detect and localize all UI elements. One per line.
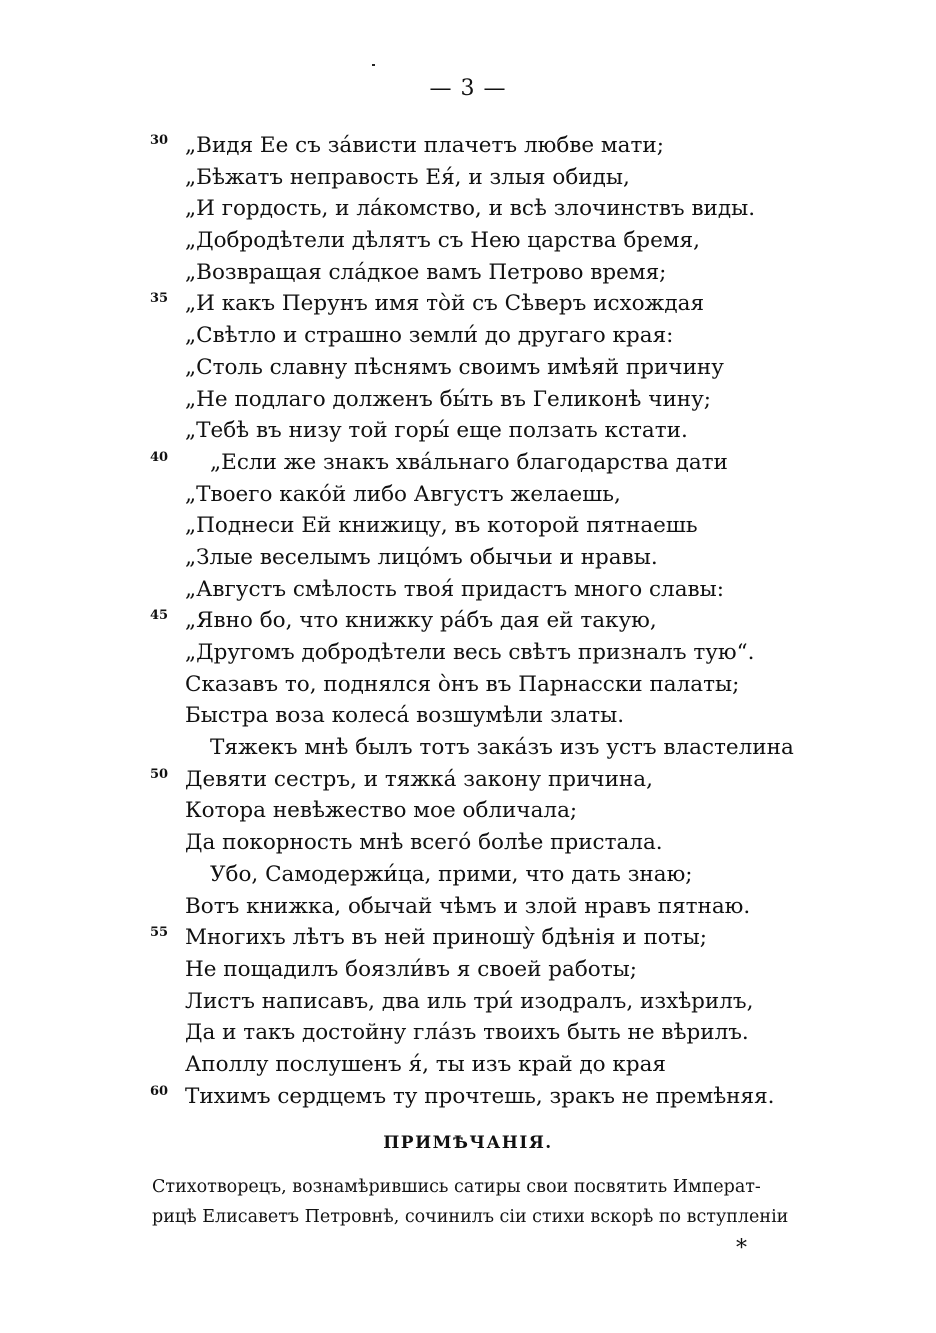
verse-text: Да покорность мнѣ всегó болѣе пристала. <box>185 830 663 856</box>
verse-line <box>150 574 840 606</box>
verse-line <box>150 859 840 891</box>
verse-text: „Добродѣтели дѣлятъ съ Нею царства бремя, <box>185 228 700 254</box>
verse-line <box>150 637 840 669</box>
verse-text: „Тебѣ въ низу той горы́ еще ползать кстати. <box>185 418 688 444</box>
verse-text: „И гордость, и лáкомство, и всѣ злочинствъ виды. <box>185 196 756 222</box>
verse-text: „Другомъ добродѣтели весь свѣтъ призналъ тую“. <box>185 640 755 665</box>
verse-line <box>150 288 840 320</box>
verse-block <box>150 130 840 1112</box>
verse-text: „Свѣтло и страшно земли́ до другаго края: <box>185 323 674 349</box>
page-number: — 3 — <box>429 76 507 101</box>
verse-text: „Если же знакъ хвáльнаго благодарства дати <box>210 449 728 475</box>
verse-line <box>150 1049 840 1081</box>
ink-speck <box>372 64 375 66</box>
notes-line-1: Стихотворецъ, вознамѣрившись сатиры свои посвятить Императ- <box>152 1177 761 1197</box>
line-number: 55 <box>150 925 169 941</box>
notes-title: ПРИМѢЧАНІЯ. <box>383 1133 553 1153</box>
verse-text: „Столь славну пѣснямъ своимъ имѣяй причину <box>185 354 724 380</box>
verse-line <box>150 922 840 954</box>
verse-line <box>150 605 840 637</box>
verse-text: Не пощадилъ боязли́въ я своей работы; <box>185 956 638 982</box>
verse-text: „Августъ смѣлость твоя́ придастъ много славы: <box>185 576 724 602</box>
verse-text: „Явно бо, что книжку рáбъ дая ей такую, <box>185 608 657 634</box>
verse-line <box>150 764 840 796</box>
line-number: 50 <box>150 766 169 782</box>
line-number: 40 <box>150 449 169 465</box>
verse-line <box>150 257 840 289</box>
verse-line <box>150 510 840 542</box>
verse-text: „Возвращая слáдкое вамъ Петрово время; <box>185 259 667 285</box>
verse-text: Сказавъ то, поднялся òнъ въ Парнасски палаты; <box>185 671 740 697</box>
verse-line <box>150 542 840 574</box>
verse-text: Котора невѣжество мое обличала; <box>185 798 578 824</box>
verse-text: „Не подлаго долженъ бы́ть въ Геликонѣ чину; <box>185 386 711 412</box>
verse-text: „И какъ Перунъ имя тòй съ Сѣверъ исхождая <box>185 291 705 317</box>
verse-text: Да и такъ достойну глáзъ твоихъ быть не вѣрилъ. <box>185 1020 749 1046</box>
verse-line <box>150 1081 840 1113</box>
verse-text: „Бѣжатъ неправость Ея́, и злыя обиды, <box>185 164 630 190</box>
verse-text: „Твоего какóй либо Августъ желаешь, <box>185 481 621 507</box>
verse-line <box>150 415 840 447</box>
line-number: 35 <box>150 291 169 307</box>
verse-line <box>150 1017 840 1049</box>
verse-text: Аполлу послушенъ я́, ты изъ край до края <box>185 1051 666 1077</box>
verse-text: Тихимъ сердцемъ ту прочтешь, зракъ не премѣняя. <box>185 1083 775 1109</box>
verse-line <box>150 700 840 732</box>
verse-line <box>150 225 840 257</box>
verse-text: Листъ написавъ, два иль три́ изодралъ, изхѣрилъ, <box>185 988 754 1014</box>
verse-line <box>150 827 840 859</box>
footer-asterisk: * <box>736 1236 747 1261</box>
verse-text: „Видя Ее съ зáвисти плачетъ любве мати; <box>185 133 664 158</box>
line-number: 30 <box>150 133 169 148</box>
verse-line <box>150 669 840 701</box>
verse-line <box>150 891 840 923</box>
line-number: 45 <box>150 608 169 624</box>
verse-line <box>150 352 840 384</box>
verse-line <box>150 384 840 416</box>
verse-line <box>150 479 840 511</box>
verse-line <box>150 986 840 1018</box>
verse-text: Вотъ книжка, обычай чѣмъ и злой нравъ пятнаю. <box>185 893 751 919</box>
verse-line <box>150 447 840 479</box>
verse-text: Быстра воза колесá возшумѣли златы. <box>185 703 625 729</box>
verse-text: „Поднеси Ей книжицу, въ которой пятнаешь <box>185 513 698 539</box>
notes-body <box>152 1172 812 1232</box>
verse-text: Девяти сестръ, и тяжкá закону причина, <box>185 766 653 792</box>
verse-line <box>150 320 840 352</box>
verse-line <box>150 954 840 986</box>
verse-text: Тяжекъ мнѣ былъ тотъ закáзъ изъ устъ властелина <box>210 735 794 761</box>
notes-line-2: рицѣ Елисаветъ Петровнѣ, сочинилъ сіи стихи вскорѣ по вступленіи <box>152 1207 789 1227</box>
line-number: 60 <box>150 1083 169 1099</box>
verse-text: Многихъ лѣтъ въ ней приношу̀ бдѣнія и поты; <box>185 925 707 951</box>
verse-text: Убо, Самодержи́ца, прими, что дать знаю; <box>210 861 693 887</box>
verse-text: „Злые веселымъ лицóмъ обычьи и нравы. <box>185 544 658 570</box>
verse-line <box>150 130 840 162</box>
verse-line <box>150 795 840 827</box>
verse-line <box>150 193 840 225</box>
verse-line <box>150 732 840 764</box>
verse-line <box>150 162 840 194</box>
